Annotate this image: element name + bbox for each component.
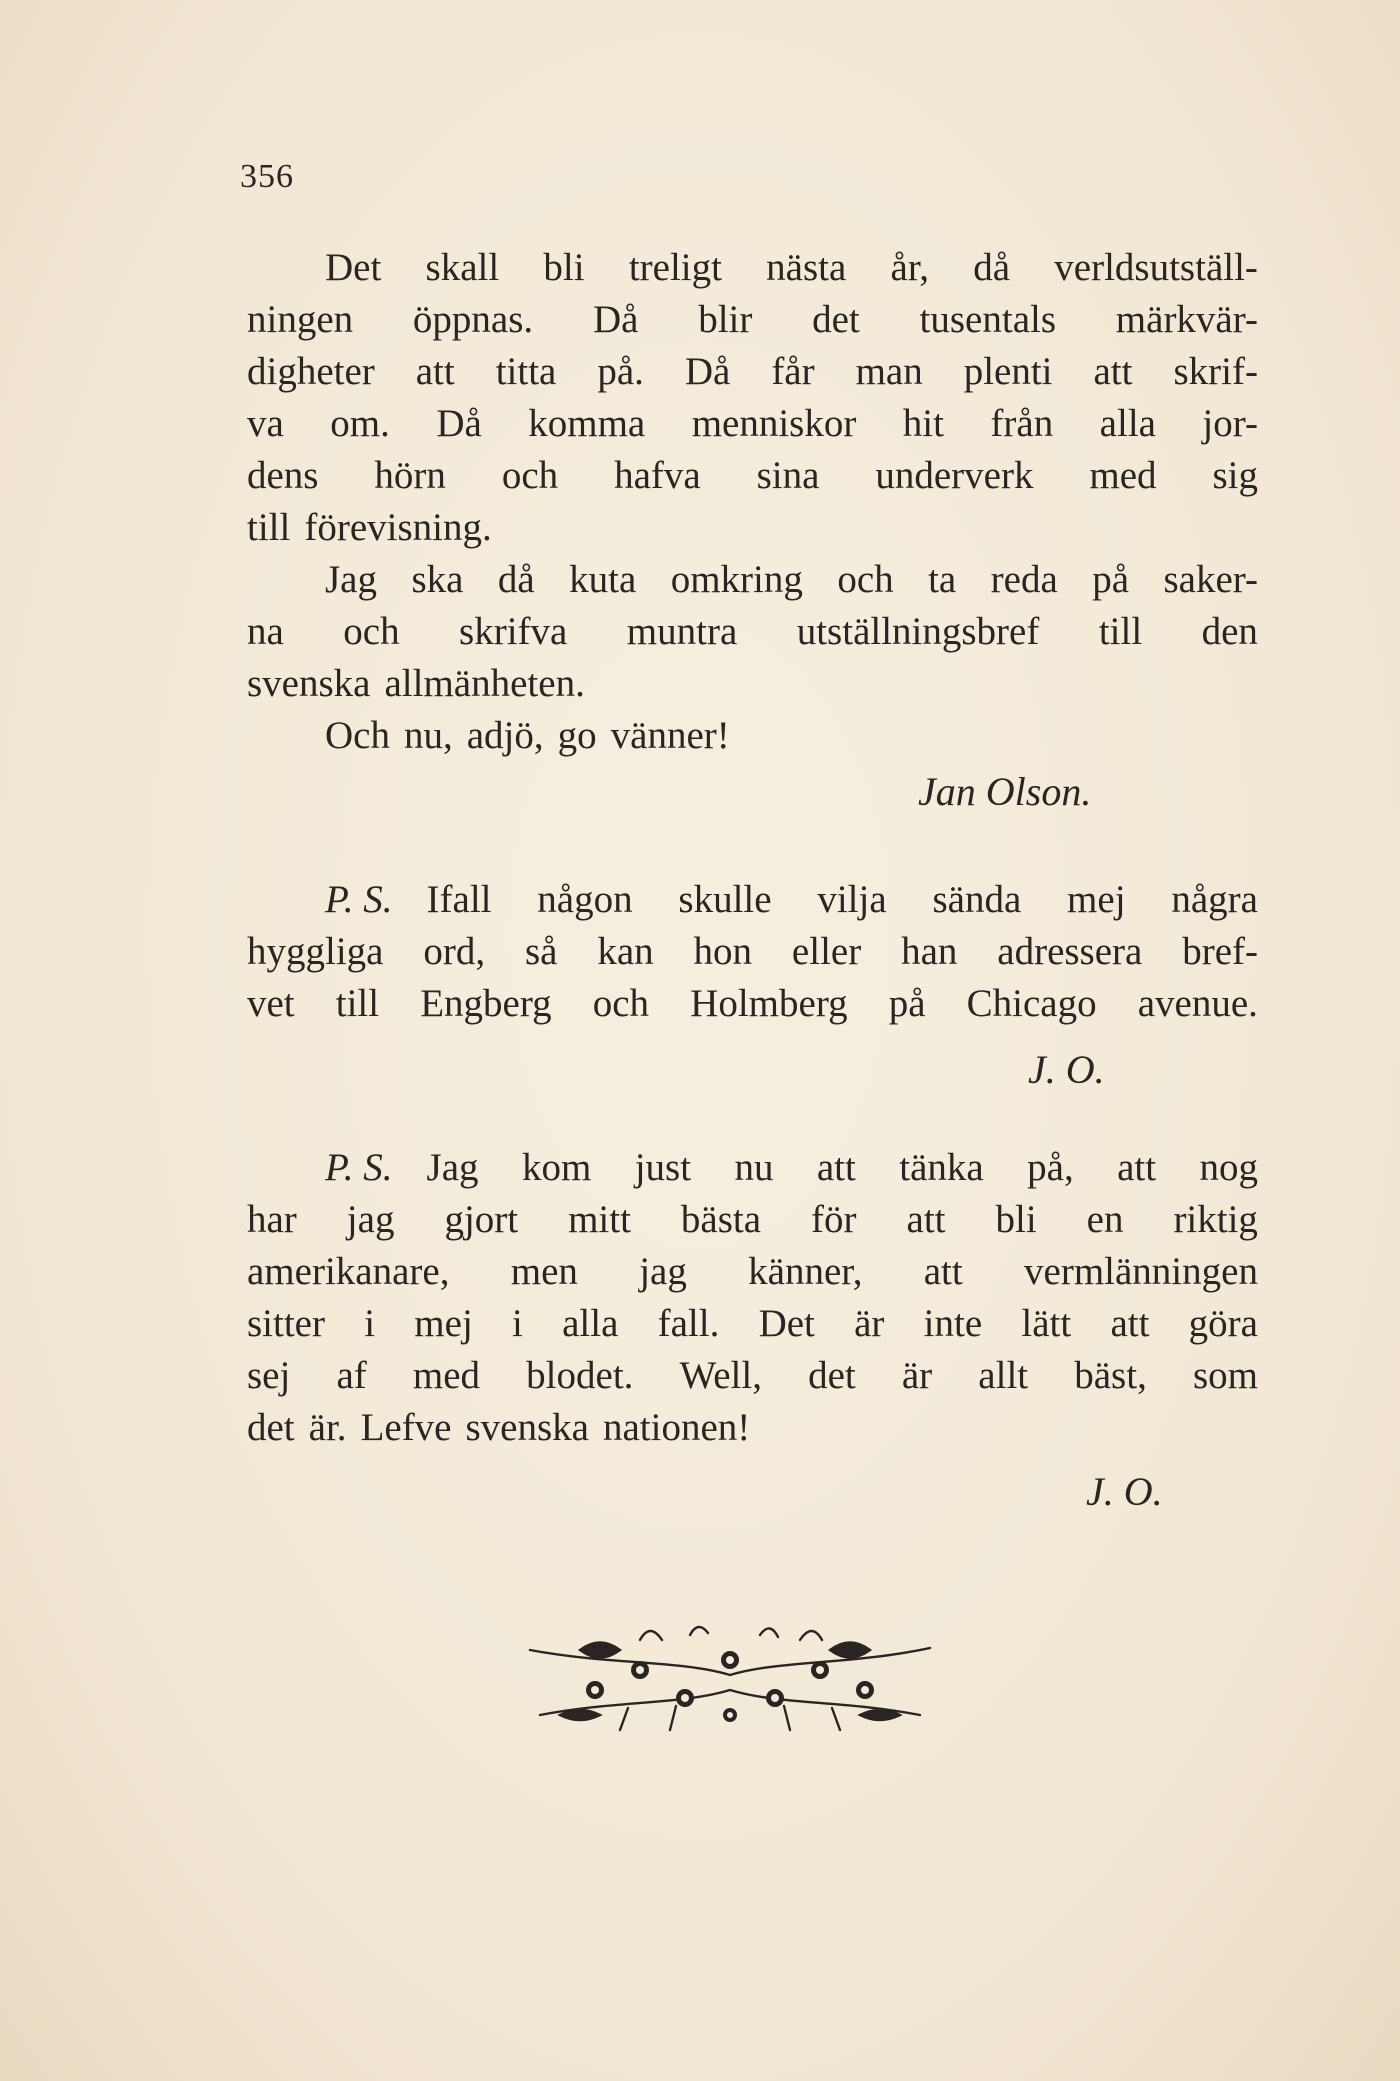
word: Engberg: [420, 982, 552, 1025]
word: det: [808, 1354, 856, 1397]
word: nu: [734, 1146, 774, 1189]
text-line: [247, 606, 1258, 658]
word: amerikanare,: [247, 1250, 450, 1293]
word: gjort: [444, 1198, 519, 1241]
word: en: [1086, 1198, 1124, 1241]
word: nu,: [403, 714, 453, 757]
word: göra: [1188, 1302, 1258, 1345]
word: komma: [528, 402, 646, 445]
word: digheter: [247, 350, 375, 393]
word: det: [247, 1406, 295, 1449]
word: allt: [978, 1354, 1029, 1397]
text-line: [247, 978, 1258, 1030]
word: af: [336, 1354, 367, 1397]
page-number: 356: [240, 158, 294, 195]
word: skrifva: [459, 610, 568, 653]
word: ska: [411, 558, 464, 601]
word: att: [906, 1198, 946, 1241]
word: kuta: [569, 558, 637, 601]
text-line: [247, 450, 1258, 502]
word: tusentals: [919, 298, 1057, 341]
word: från: [990, 402, 1054, 445]
word: och: [343, 610, 400, 653]
word: vilja: [817, 878, 887, 921]
word: go: [557, 714, 597, 757]
word: i: [364, 1302, 376, 1345]
word: skall: [425, 246, 500, 289]
signature-initials-2: J. O.: [1086, 1469, 1163, 1514]
word: vänner!: [610, 714, 730, 757]
word: sej: [247, 1354, 291, 1397]
word: blir: [698, 298, 753, 341]
paragraph-world-exhibition: [247, 242, 1258, 762]
word: mitt: [568, 1198, 631, 1241]
ps-label: P. S.: [325, 878, 393, 921]
text-line-rest: [427, 874, 1258, 926]
word: på.: [597, 350, 644, 393]
word: ord,: [423, 930, 486, 973]
word: ningen: [247, 298, 354, 341]
word: sitter: [247, 1302, 325, 1345]
word: får: [771, 350, 815, 393]
word: och: [837, 558, 894, 601]
word: va: [247, 402, 284, 445]
postscript-2: [247, 1142, 1258, 1454]
word: känner,: [748, 1250, 863, 1293]
word: till: [1098, 610, 1143, 653]
word: alla: [562, 1302, 619, 1345]
word: mej: [1067, 878, 1126, 921]
word: svenska: [465, 1406, 589, 1449]
word: menniskor: [691, 402, 857, 445]
word: nästa: [766, 246, 847, 289]
word: men: [510, 1250, 578, 1293]
word: bäst,: [1074, 1354, 1147, 1397]
word: är: [854, 1302, 885, 1345]
word: är: [901, 1354, 933, 1397]
word: att: [923, 1250, 963, 1293]
word: riktig: [1173, 1198, 1258, 1241]
text-line: [247, 926, 1258, 978]
word: bästa: [680, 1198, 762, 1241]
word: öppnas.: [412, 298, 534, 341]
word: med: [412, 1354, 481, 1397]
word: år,: [890, 246, 930, 289]
word: titta: [495, 350, 557, 393]
word: bli: [995, 1198, 1037, 1241]
word: Chicago: [966, 982, 1097, 1025]
word: Well,: [679, 1354, 762, 1397]
postscript-1: [247, 874, 1258, 1030]
word: att: [1117, 1146, 1157, 1189]
word: vermlänningen: [1024, 1250, 1258, 1293]
word: Då: [684, 350, 731, 393]
word: som: [1192, 1354, 1258, 1397]
word: lätt: [1021, 1302, 1072, 1345]
word: ta: [928, 558, 957, 601]
word: Jag: [426, 1146, 479, 1189]
word: bli: [543, 246, 585, 289]
word: underverk: [875, 454, 1034, 497]
word: verldsutställ-: [1054, 246, 1258, 289]
word: hon: [693, 930, 753, 973]
word: det: [812, 298, 860, 341]
word: Jag: [325, 558, 377, 601]
word: till: [335, 982, 380, 1025]
word: är.: [308, 1406, 347, 1449]
word: hafva: [614, 454, 701, 497]
word: just: [634, 1146, 692, 1189]
word: mej: [414, 1302, 473, 1345]
word: sända: [932, 878, 1022, 921]
word: i: [512, 1302, 523, 1345]
word: omkring: [670, 558, 803, 601]
word: jag: [346, 1198, 395, 1241]
text-line: [247, 1402, 1258, 1454]
word: hit: [902, 402, 944, 445]
word: treligt: [628, 246, 722, 289]
word: svenska: [247, 662, 371, 705]
word: saker-: [1163, 558, 1258, 601]
text-line: [247, 1194, 1258, 1246]
text-line: [247, 242, 1258, 294]
word: Det: [325, 246, 382, 289]
word: fall.: [657, 1302, 720, 1345]
word: att: [415, 350, 455, 393]
word: Ifall: [426, 878, 492, 921]
word: hyggliga: [247, 930, 384, 973]
word: vet: [247, 982, 295, 1025]
word: förevisning.: [304, 506, 492, 549]
word: Då: [592, 298, 639, 341]
word: att: [1110, 1302, 1150, 1345]
word: avenue.: [1137, 982, 1258, 1025]
signature-initials-1: J. O.: [1028, 1047, 1105, 1092]
word: kom: [521, 1146, 592, 1189]
word: märkvär-: [1115, 298, 1258, 341]
word: för: [811, 1198, 857, 1241]
word: på: [888, 982, 926, 1025]
word: allmänheten.: [384, 662, 585, 705]
word: att: [1093, 350, 1133, 393]
text-line: [247, 1142, 1258, 1194]
word: bref-: [1182, 930, 1258, 973]
word: inte: [923, 1302, 983, 1345]
word: med: [1089, 454, 1157, 497]
word: har: [247, 1198, 297, 1241]
word: adressera: [997, 930, 1143, 973]
text-line: [247, 1350, 1258, 1402]
word: om.: [330, 402, 390, 445]
text-line: [247, 874, 1258, 926]
floral-vignette-icon: [520, 1620, 940, 1740]
signature-jan-olson: Jan Olson.: [918, 769, 1092, 814]
word: till: [247, 506, 291, 549]
word: några: [1171, 878, 1258, 921]
word: då: [973, 246, 1011, 289]
text-line: [247, 1298, 1258, 1350]
word: hörn: [374, 454, 446, 497]
text-line-rest: [427, 1142, 1258, 1194]
word: jag: [639, 1250, 687, 1293]
word: eller: [791, 930, 862, 973]
word: skulle: [678, 878, 772, 921]
text-line: [247, 658, 1258, 710]
word: någon: [537, 878, 633, 921]
word: dens: [247, 454, 319, 497]
word: adjö,: [466, 714, 544, 757]
word: Holmberg: [690, 982, 848, 1025]
word: blodet.: [526, 1354, 634, 1397]
text-line: [247, 346, 1258, 398]
word: så: [524, 930, 558, 973]
word: Då: [436, 402, 482, 445]
text-line: [247, 398, 1258, 450]
word: kan: [597, 930, 654, 973]
word: och: [501, 454, 559, 497]
text-line: [247, 554, 1258, 606]
word: och: [592, 982, 650, 1025]
word: jor-: [1202, 402, 1258, 445]
word: då: [497, 558, 535, 601]
word: Det: [758, 1302, 815, 1345]
word: Och: [325, 714, 390, 757]
word: muntra: [626, 610, 738, 653]
text-line: [247, 502, 1258, 554]
word: skrif-: [1173, 350, 1258, 393]
word: sig: [1212, 454, 1258, 497]
text-line: [247, 710, 1258, 762]
word: den: [1201, 610, 1258, 653]
word: reda: [990, 558, 1058, 601]
word: på,: [1027, 1146, 1074, 1189]
word: man: [855, 350, 923, 393]
text-line: [247, 1246, 1258, 1298]
word: Lefve: [360, 1406, 452, 1449]
word: utställningsbref: [796, 610, 1040, 653]
ps-label: P. S.: [325, 1146, 393, 1189]
word: nog: [1199, 1146, 1258, 1189]
word: han: [901, 930, 958, 973]
word: plenti: [963, 350, 1053, 393]
text-line: [247, 294, 1258, 346]
word: na: [247, 610, 284, 653]
word: nationen!: [602, 1406, 751, 1449]
word: alla: [1099, 402, 1156, 445]
word: tänka: [899, 1146, 984, 1189]
word: sina: [756, 454, 820, 497]
word: att: [816, 1146, 856, 1189]
word: på: [1092, 558, 1130, 601]
